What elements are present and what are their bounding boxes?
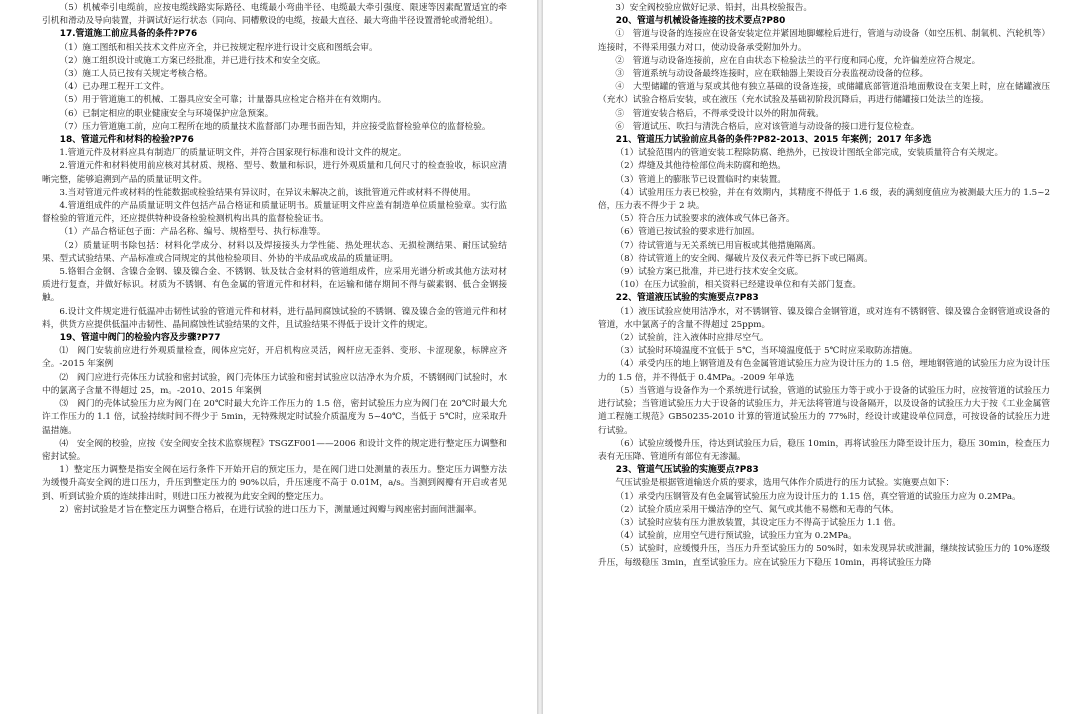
paragraph: （8）待试管道上的安全阀、爆破片及仪表元件等已拆下或已隔离。 (615, 253, 873, 264)
paragraph: 4.管道组成件的产品质量证明文件包括产品合格证和质量证明书。质量证明文件应盖有制造单位质量检验章。实行监督检验的管道元件，还应提供特种设备检验检测机构出具的监督检验证书。 (42, 201, 507, 225)
paragraph: （3）试验时应装有压力泄放装置，其设定压力不得高于试验压力 1.1 倍。 (615, 517, 901, 528)
paragraph: ⑴ 阀门安装前应进行外观质量检查，阀体应完好，开启机构应灵活，阀杆应无歪斜、变形、卡涩现象，标牌应齐全。-2015 年案例 (42, 346, 507, 370)
paragraph: （5）用于管道施工的机械、工器具应安全可靠；计量器具应检定合格并在有效期内。 (59, 95, 387, 106)
paragraph: （10）在压力试验前，相关资料已经建设单位和有关部门复查。 (615, 280, 862, 291)
section-heading: 20、管道与机械设备连接的技术要点?P80 (615, 16, 786, 27)
paragraph: （7）待试管道与无关系统已用盲板或其他措施隔离。 (615, 240, 821, 251)
paragraph: （6）管道已按试验的要求进行加固。 (615, 227, 760, 238)
paragraph: （4）试验前，应用空气进行预试验，试验压力宜为 0.2MPa。 (615, 531, 857, 542)
paragraph: ④ 大型储罐的管道与泵或其他有独立基础的设备连接，或储罐底部管道沿地面敷设在支架上时，应在储罐液压（充水）试验合格后安装，或在液压（充水试验及基础初阶段沉降后，再进行储罐接口处法兰的连接。 (598, 82, 1050, 106)
paragraph: 气压试验是根据管道输送介质的要求，选用气体作介质进行的压力试验。实施要点如下： (615, 478, 955, 489)
paragraph: （5）试验时，应缓慢升压，当压力升至试验压力的 50%时，如未发现异状或泄漏，继续按试验压力的 10%逐级升压，每级稳压 3min，直至试验压力。应在试验压力下稳压 10min，再将试验压力降 (598, 544, 1050, 568)
paragraph: （3）施工人员已按有关规定考核合格。 (59, 69, 213, 80)
right-page (543, 0, 1080, 714)
paragraph: （1）承受内压钢管及有色金属管试验压力应为设计压力的 1.15 倍，真空管道的试验压力应为 0.2MPa。 (615, 491, 1021, 502)
paragraph: （2）试验介质应采用干燥洁净的空气、氮气或其他不易燃和无毒的气体。 (615, 504, 899, 515)
paragraph: （2）试验前，注入液体时应排尽空气。 (615, 333, 769, 344)
paragraph: （6）已制定相应的职业健康安全与环境保护应急预案。 (59, 108, 274, 119)
paragraph: 1）整定压力调整是指安全阀在运行条件下开始开启的预定压力，是在阀门进口处测量的表压力。整定压力调整方法为缓慢升高安全阀的进口压力，升压到整定压力的 90%以后，升压速度不高于 0.01M，a/s。当测到阀瓣有开启或者见到、听到试验介质的连续排出时，则进口压力被视为此安全阀的整定压力。 (42, 465, 507, 502)
paragraph: （2）质量证明书除包括：材料化学成分、材料以及焊接接头力学性能、热处理状态、无损检测结果、耐压试验结果、型式试验结果、产品标准或合同规定的其他检验项目、外协的半成品或成品的质量证明。 (42, 240, 507, 264)
paragraph: （6）试验应缓慢升压，待达到试验压力后，稳压 10min，再将试验压力降至设计压力，稳压 30min，检查压力表有无压降、管道所有部位有无渗漏。 (598, 438, 1050, 462)
paragraph: （3）管道上的膨胀节已设置临时约束装置。 (615, 174, 786, 185)
paragraph: （7）压力管道施工前，应向工程所在地的质量技术监督部门办理书面告知，并应接受监督检验单位的监督检验。 (59, 121, 491, 132)
paragraph: 3）安全阀校验应做好记录、铅封，出具校验报告。 (615, 3, 813, 13)
section-heading: 19、管道中阀门的检验内容及步骤?P77 (59, 333, 221, 344)
paragraph: 5.铬钼合金钢、含镍合金钢、镍及镍合金、不锈钢、钛及钛合金材料的管道组成件，应采用光谱分析或其他方法对材质进行复查，并做好标识。材质为不锈钢、有色金属的管道元件和材料，在运输和储存期间不得与碳素钢、低合金钢接触。 (42, 267, 507, 304)
left-page (0, 0, 537, 714)
paragraph: （9）试验方案已批准，并已进行技术安全交底。 (615, 267, 804, 278)
paragraph: （4）试验用压力表已校验，并在有效期内，其精度不得低于 1.6 级，表的满刻度值应为被测最大压力的 1.5~2 倍，压力表不得少于 2 块。 (598, 187, 1050, 212)
paragraph: 2.管道元件和材料使用前应核对其材质、规格、型号、数量和标识，进行外观质量和几何尺寸的检查验收，标识应清晰完整，能够追溯到产品的质量证明文件。 (42, 161, 507, 185)
paragraph: ① 管道与设备的连接应在设备安装定位并紧固地脚螺栓后进行，管道与动设备（如空压机、制氧机、汽轮机等）连接时，不得采用强力对口，使动设备承受附加外力。 (598, 29, 1050, 53)
paragraph: （1）施工图纸和相关技术文件应齐全，并已按规定程序进行设计交底和图纸会审。 (59, 42, 378, 53)
paragraph: （1）试验范围内的管道安装工程除防腐、绝热外，已按设计图纸全部完成，安装质量符合有关规定。 (615, 148, 1004, 159)
paragraph: 2）密封试验是才旨在整定压力调整合格后，在进行试验的进口压力下，测量通过阀瓣与阀座密封面间泄漏率。 (59, 504, 482, 515)
paragraph: （5）符合压力试验要求的液体或气体已备齐。 (615, 214, 795, 225)
paragraph: 1.管道元件及材料应具有制造厂的质量证明文件，并符合国家现行标准和设计文件的规定。 (59, 148, 407, 159)
section-heading: 17.管道施工前应具备的条件?P76 (59, 29, 198, 40)
paragraph: ⑶ 阀门的壳体试验压力应为阀门在 20℃时最大允许工作压力的 1.5 倍，密封试验压力应为阀门在 20℃时最大允许工作压力的 1.1 倍，试验持续时间不得少于 5min，无特殊规定时试验介质温度为 5~40℃，当低于 5℃时，应采取升温措施。 (42, 399, 507, 436)
paragraph: （5）当管道与设备作为一个系统进行试验，管道的试验压力等于或小于设备的试验压力时，应按管道的试验压力进行试验；当管道试验压力大于设备的试验压力，并无法将管道与设备隔开，以及设备的试验压力大于按《工业金属管道工程施工规范》GB50235-2010 计算的管道试验压力的 77%时，经设计或建设单位同意，可按设备的试验压力进行试验。 (598, 385, 1050, 436)
paragraph: （2）焊缝及其他待检部位尚未防腐和绝热。 (615, 161, 786, 172)
paragraph: （4）已办理工程开工文件。 (59, 82, 170, 93)
section-heading: 21、管道压力试验前应具备的条件?P82-2013、2015 年案例；2017 年多选 (615, 135, 932, 146)
paragraph: ③ 管道系统与动设备最终连接时，应在联轴器上架设百分表监视动设备的位移。 (615, 69, 929, 80)
paragraph: ⑤ 管道安装合格后，不得承受设计以外的附加荷载。 (615, 108, 824, 119)
paragraph: ⑵ 阀门应进行壳体压力试验和密封试验，阀门壳体压力试验和密封试验应以洁净水为介质，不锈钢阀门试验时，水中的氯离子含量不得超过 25，m。-2010、2015 年案例 (42, 372, 507, 396)
paragraph: 3.当对管道元件或材料的性能数据或检验结果有异议时，在异议未解决之前，该批管道元件或材料不得使用。 (59, 187, 476, 198)
section-heading: 22、管道液压试验的实施要点?P83 (615, 293, 759, 304)
paragraph: （1）液压试验应使用洁净水，对不锈钢管、镍及镍合金钢管道，或对连有不锈钢管、镍及镍合金钢管道或设备的管道，水中氯离子的含量不得超过 25ppm。 (598, 306, 1050, 330)
paragraph: 6.设计文件规定进行低温冲击韧性试验的管道元件和材料，进行晶间腐蚀试验的不锈钢、镍及镍合金的管道元件和材料，供货方应提供低温冲击韧性、晶间腐蚀性试验结果的文件，且试验结果不得低于设计文件的规定。 (42, 306, 507, 330)
paragraph: （5）机械牵引电缆前，应按电缆线路实际路径、电缆最小弯曲半径、电缆最大牵引强度、限速等因素配置适宜的牵引机和滑动及导向装置，并调试好运行状态（同向、同槽敷设的电缆，按最大直径、最大弯曲半径设置滑轮或滑轮组）。 (42, 3, 507, 27)
section-heading: 18、管道元件和材料的检验?P76 (59, 135, 194, 146)
paragraph: ⑥ 管道试压、吹扫与清洗合格后，应对该管道与动设备的接口进行复位检查。 (615, 121, 920, 132)
section-heading: 23、管道气压试验的实施要点?P83 (615, 465, 759, 476)
paragraph: （1）产品合格证包子面：产品名称、编号、规格型号、执行标准等。 (59, 227, 326, 238)
paragraph: （4）承受内压的地上钢管道及有色金属管道试验压力应为设计压力的 1.5 倍，埋地钢管道的试验压力应为设计压力的 1.5 倍，并不得低于 0.4MPa。-2009 年单选 (598, 359, 1050, 383)
paragraph: （2）施工组织设计或施工方案已经批准，并已进行技术和安全交底。 (59, 55, 326, 66)
paragraph: ⑷ 安全阀的校验，应按《安全阀安全技术监察规程》TSGZF001——2006 和设计文件的规定进行整定压力调整和密封试验。 (42, 438, 507, 462)
paragraph: ② 管道与动设备连接前，应在自由状态下检验法兰的平行度和同心度，允许偏差应符合规定。 (615, 55, 981, 66)
paragraph: （3）试验时环境温度不宜低于 5℃，当环境温度低于 5℃时应采取防冻措施。 (615, 346, 918, 357)
